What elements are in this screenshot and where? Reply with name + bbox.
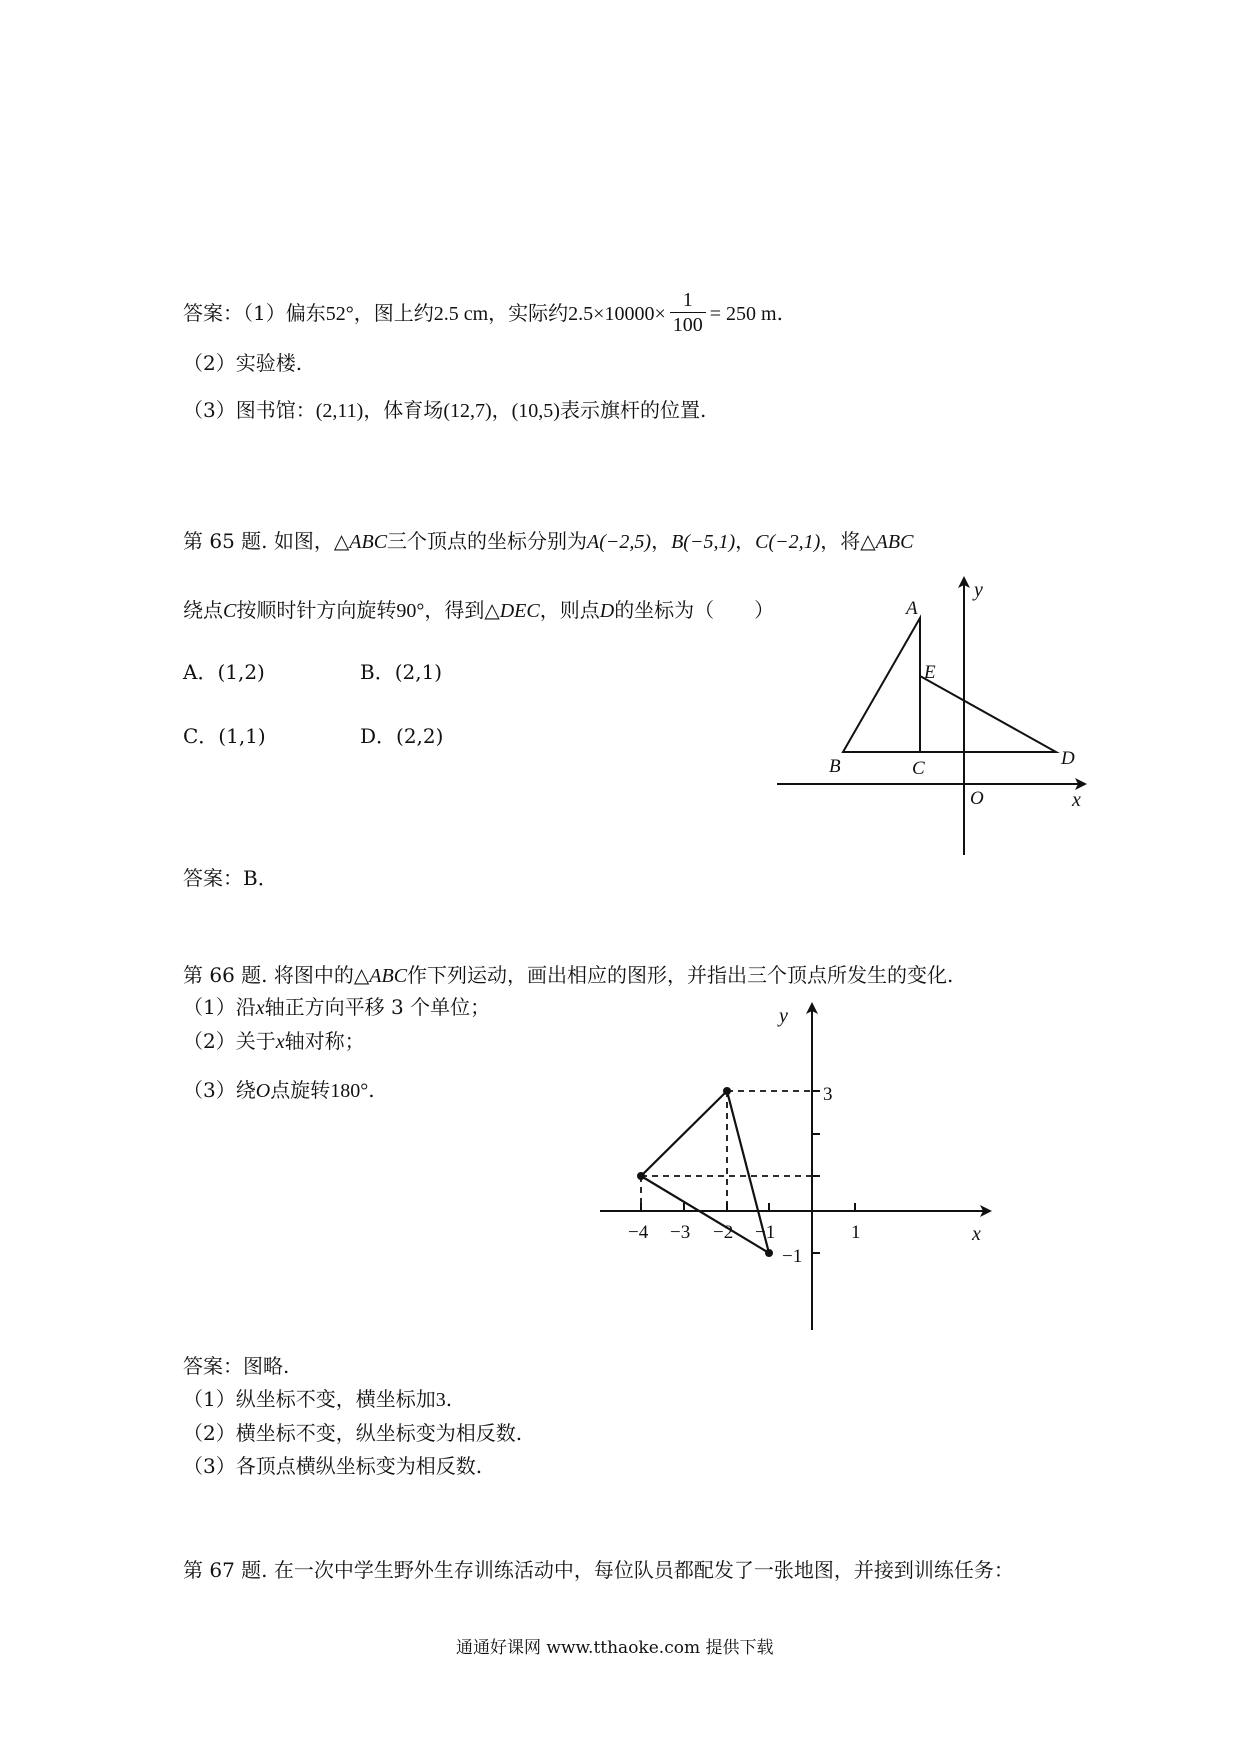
label-D: D xyxy=(1061,748,1075,769)
label-A: A xyxy=(906,598,918,619)
label-x: x xyxy=(972,1223,981,1245)
label-E: E xyxy=(924,662,936,683)
angle-value: 52° xyxy=(325,303,354,325)
label-C: C xyxy=(912,758,925,779)
label-x: x xyxy=(1072,789,1081,811)
q66-stem: 第 66 题. 将图中的△ABC作下列运动，画出相应的图形，并指出三个顶点所发生的变化. xyxy=(183,963,954,987)
q64-answer-line1: 答案：（1）偏东52°，图上约2.5 cm，实际约2.5×10000× $\frac{1}{100}$ = 250 m. xyxy=(183,289,783,336)
q66-item1: （1）沿x轴正方向平移 3 个单位； xyxy=(183,995,491,1019)
label-y: y xyxy=(779,1005,788,1027)
tick-label-y3: 3 xyxy=(823,1084,833,1105)
q65-option-a: A．(1,2) xyxy=(183,660,265,684)
tick-label-ym1: −1 xyxy=(782,1246,803,1267)
q67-stem: 第 67 题. 在一次中学生野外生存训练活动中，每位队员都配发了一张地图，并接到训练任务： xyxy=(183,1558,1014,1582)
tick-label-x1: 1 xyxy=(851,1222,861,1243)
q65-option-d: D．(2,2) xyxy=(360,724,444,748)
q66-answer-2: （2）横坐标不变，纵坐标变为相反数. xyxy=(183,1421,523,1445)
fraction: $\frac{1}{100}$ xyxy=(670,290,706,335)
page-footer: 通通好课网 www.tthaoke.com 提供下载 xyxy=(456,1638,774,1658)
q66-item2: （2）关于x轴对称； xyxy=(183,1029,365,1053)
q66-answer-1: （1）纵坐标不变，横坐标加3. xyxy=(183,1387,453,1411)
q65-option-c: C．(1,1) xyxy=(183,724,266,748)
q66-answer: 答案：图略. xyxy=(183,1354,290,1378)
q64-answer-line3: （3）图书馆：(2,11)，体育场(12,7)，(10,5)表示旗杆的位置. xyxy=(183,398,707,422)
q65-stem-line1: 第 65 题. 如图，△ABC三个顶点的坐标分别为A(−2,5)，B(−5,1)，C(−2,1)，将△ABC xyxy=(183,529,914,553)
q66-answer-3: （3）各顶点横纵坐标变为相反数. xyxy=(183,1454,483,1478)
vertex-point xyxy=(637,1172,645,1180)
q65-option-b: B．(2,1) xyxy=(360,660,443,684)
q65-stem-line2: 绕点C按顺时针方向旋转90°，得到△DEC，则点D的坐标为（ ） xyxy=(183,598,775,622)
q66-item3: （3）绕O点旋转180°. xyxy=(183,1078,375,1102)
vertex-point xyxy=(723,1087,731,1095)
label-O: O xyxy=(970,788,984,809)
label-y: y xyxy=(974,579,983,601)
vertex-point xyxy=(765,1249,773,1257)
triangle-abc xyxy=(641,1091,769,1253)
q65-answer: 答案：B． xyxy=(183,866,278,890)
q64-answer-line2: （2）实验楼. xyxy=(183,351,303,375)
tick-label-xm3: −3 xyxy=(670,1222,691,1243)
tick-label-xm1: −1 xyxy=(755,1222,776,1243)
tick-label-xm4: −4 xyxy=(628,1222,649,1243)
label-B: B xyxy=(829,756,841,777)
tick-label-xm2: −2 xyxy=(713,1222,734,1243)
